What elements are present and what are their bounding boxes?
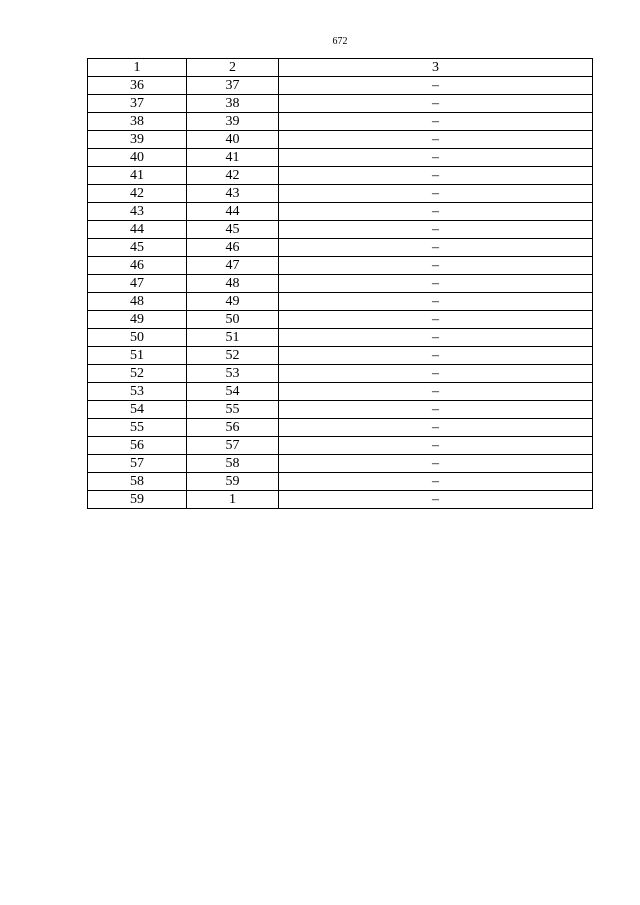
table-header-row	[88, 59, 593, 77]
data-table-container	[87, 58, 593, 509]
table-row	[88, 95, 593, 113]
table-cell-col-3: –	[279, 329, 593, 347]
table-cell-col-3: –	[279, 257, 593, 275]
table-cell-col-3: –	[279, 437, 593, 455]
table-cell-col-1: 52	[88, 365, 187, 383]
table-cell-col-3: –	[279, 347, 593, 365]
table-cell-col-2: 46	[187, 239, 279, 257]
table-cell-col-1: 50	[88, 329, 187, 347]
table-row	[88, 491, 593, 509]
table-cell-col-2: 37	[187, 77, 279, 95]
table-cell-col-3: –	[279, 419, 593, 437]
table-row	[88, 401, 593, 419]
table-row	[88, 221, 593, 239]
table-cell-col-1: 53	[88, 383, 187, 401]
table-row	[88, 203, 593, 221]
table-cell-col-1: 55	[88, 419, 187, 437]
table-cell-col-2: 38	[187, 95, 279, 113]
table-cell-col-2: 50	[187, 311, 279, 329]
table-cell-col-1: 49	[88, 311, 187, 329]
table-row	[88, 167, 593, 185]
table-cell-col-1: 42	[88, 185, 187, 203]
table-cell-col-2: 59	[187, 473, 279, 491]
table-row	[88, 257, 593, 275]
table-cell-col-2: 58	[187, 455, 279, 473]
table-row	[88, 329, 593, 347]
table-row	[88, 365, 593, 383]
table-cell-col-3: –	[279, 113, 593, 131]
table-cell-col-3: –	[279, 455, 593, 473]
table-body	[88, 77, 593, 509]
page-number: 672	[332, 36, 348, 47]
table-cell-col-3: –	[279, 167, 593, 185]
table-cell-col-3: –	[279, 293, 593, 311]
table-row	[88, 473, 593, 491]
table-cell-col-1: 46	[88, 257, 187, 275]
table-cell-col-2: 53	[187, 365, 279, 383]
table-cell-col-2: 45	[187, 221, 279, 239]
table-cell-col-3: –	[279, 275, 593, 293]
table-cell-col-1: 47	[88, 275, 187, 293]
table-row	[88, 419, 593, 437]
table-cell-col-3: –	[279, 149, 593, 167]
table-cell-col-2: 40	[187, 131, 279, 149]
table-cell-col-3: –	[279, 203, 593, 221]
table-row	[88, 113, 593, 131]
table-cell-col-2: 41	[187, 149, 279, 167]
table-cell-col-3: –	[279, 239, 593, 257]
table-cell-col-2: 51	[187, 329, 279, 347]
table-cell-col-2: 42	[187, 167, 279, 185]
table-cell-col-3: –	[279, 491, 593, 509]
table-cell-col-3: –	[279, 131, 593, 149]
table-cell-col-2: 55	[187, 401, 279, 419]
table-cell-col-1: 45	[88, 239, 187, 257]
table-cell-col-1: 57	[88, 455, 187, 473]
table-cell-col-3: –	[279, 365, 593, 383]
table-cell-col-2: 56	[187, 419, 279, 437]
table-cell-col-2: 52	[187, 347, 279, 365]
table-cell-col-3: –	[279, 95, 593, 113]
data-table	[87, 58, 593, 509]
table-row	[88, 293, 593, 311]
table-cell-col-2: 49	[187, 293, 279, 311]
table-cell-col-2: 48	[187, 275, 279, 293]
table-cell-col-2: 39	[187, 113, 279, 131]
table-row	[88, 185, 593, 203]
table-cell-col-2: 1	[187, 491, 279, 509]
table-cell-col-1: 54	[88, 401, 187, 419]
table-cell-col-1: 38	[88, 113, 187, 131]
table-row	[88, 77, 593, 95]
column-header-3: 3	[279, 59, 593, 77]
table-cell-col-2: 44	[187, 203, 279, 221]
table-cell-col-2: 54	[187, 383, 279, 401]
table-cell-col-1: 39	[88, 131, 187, 149]
column-header-1: 1	[88, 59, 187, 77]
table-cell-col-1: 37	[88, 95, 187, 113]
table-cell-col-3: –	[279, 473, 593, 491]
table-cell-col-1: 40	[88, 149, 187, 167]
table-row	[88, 311, 593, 329]
table-cell-col-3: –	[279, 77, 593, 95]
table-cell-col-3: –	[279, 311, 593, 329]
table-row	[88, 437, 593, 455]
table-cell-col-3: –	[279, 221, 593, 239]
table-cell-col-1: 56	[88, 437, 187, 455]
table-cell-col-1: 58	[88, 473, 187, 491]
table-cell-col-1: 36	[88, 77, 187, 95]
table-row	[88, 131, 593, 149]
table-cell-col-3: –	[279, 383, 593, 401]
table-cell-col-1: 41	[88, 167, 187, 185]
table-row	[88, 455, 593, 473]
column-header-2: 2	[187, 59, 279, 77]
table-row	[88, 347, 593, 365]
table-cell-col-1: 59	[88, 491, 187, 509]
table-cell-col-2: 43	[187, 185, 279, 203]
table-cell-col-1: 44	[88, 221, 187, 239]
table-cell-col-3: –	[279, 401, 593, 419]
table-cell-col-3: –	[279, 185, 593, 203]
table-cell-col-2: 47	[187, 257, 279, 275]
table-cell-col-1: 48	[88, 293, 187, 311]
table-cell-col-1: 43	[88, 203, 187, 221]
table-row	[88, 383, 593, 401]
table-row	[88, 149, 593, 167]
table-row	[88, 239, 593, 257]
table-row	[88, 275, 593, 293]
table-cell-col-2: 57	[187, 437, 279, 455]
table-cell-col-1: 51	[88, 347, 187, 365]
